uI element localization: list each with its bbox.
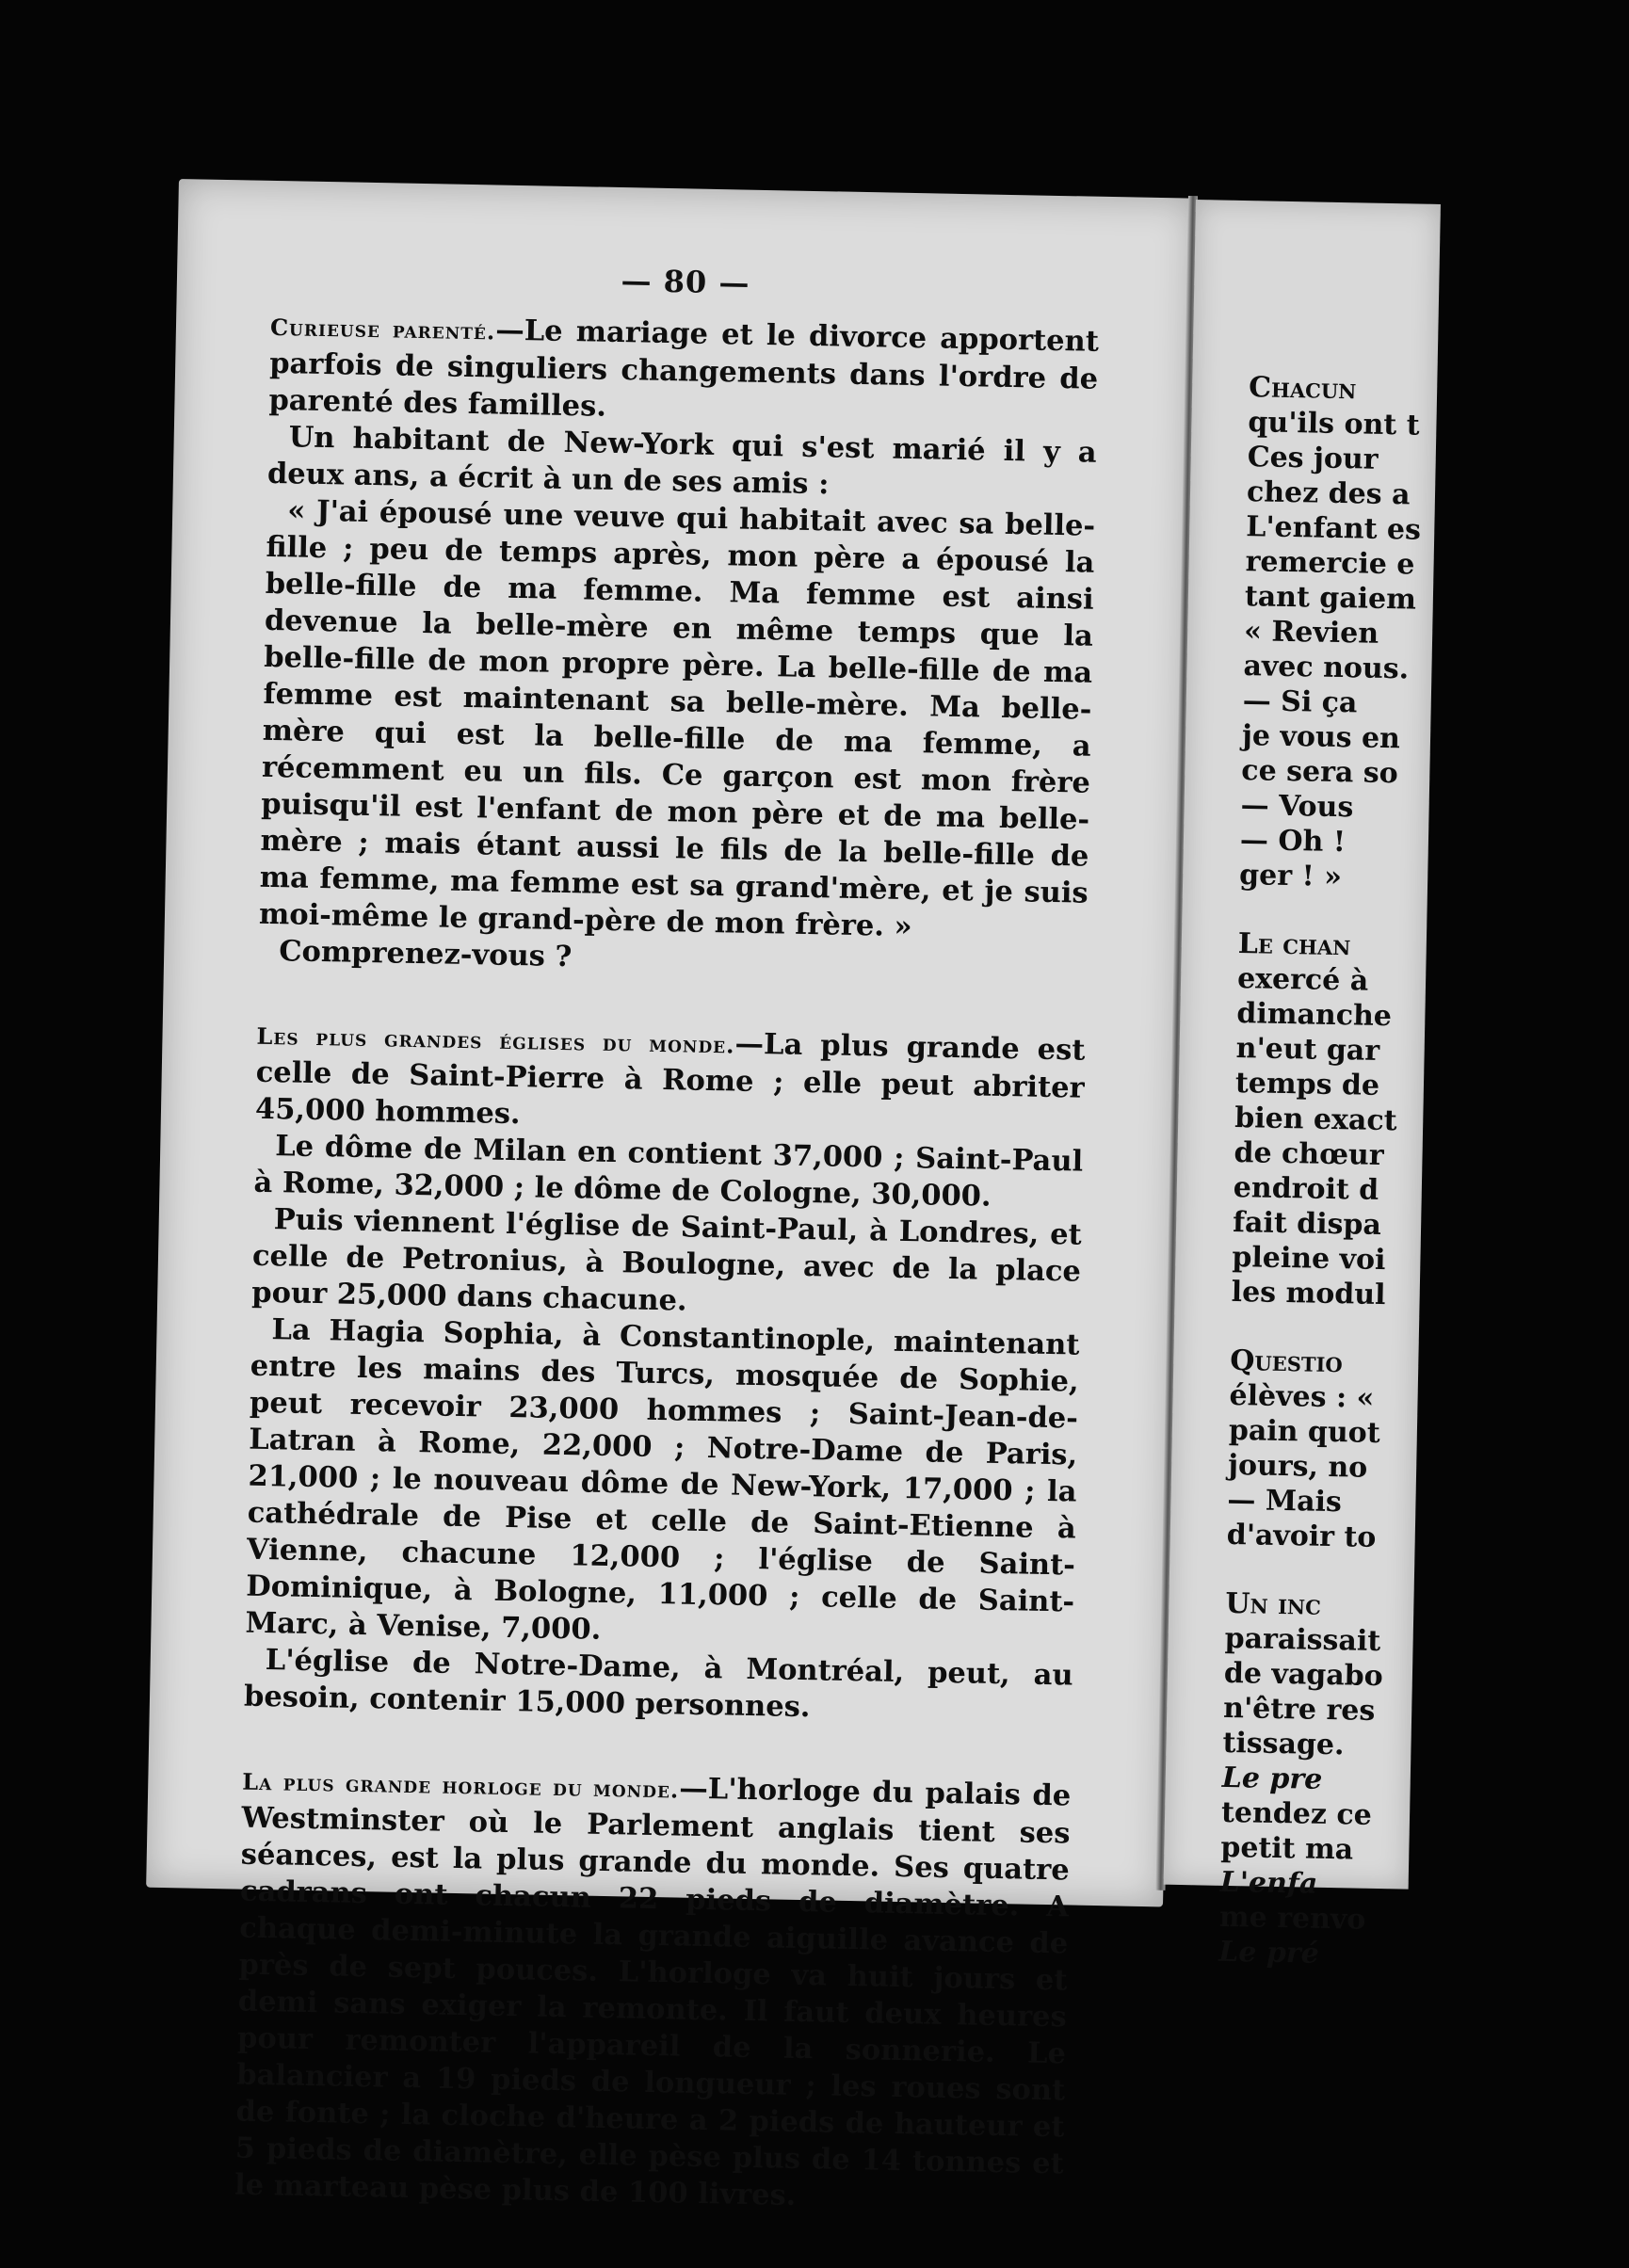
paragraph: —La plus grande est celle de Saint-Pierre à Rome ; elle peut abriter 45,000 hommes. bbox=[254, 1026, 1086, 1132]
paragraph: La Hagia Sophia, à Constantinople, maintenant entre les mains des Turcs, mosquée de Sophie, peut recevoir 23,000 hommes ; Saint-Jean-de-Latran à Rome, 22,000 ; Notre-Dame de Paris, 21,000 ; le nouveau dôme de New-York, 17,000 ; la cathédrale de Pise et celle de Saint-Etienne à Vienne, chacune 12,000 ; l'église de Saint-Dominique, à Bologne, 11,000 ; celle de Saint-Marc, à Venise, 7,000. bbox=[245, 1312, 1080, 1647]
text-line: « Revien bbox=[1243, 615, 1379, 651]
text-line: de chœur bbox=[1234, 1135, 1384, 1173]
text-line: temps de bbox=[1234, 1066, 1380, 1102]
section-heading: Les plus grandes églises du monde. bbox=[256, 1021, 735, 1059]
text-line: ce sera so bbox=[1241, 754, 1399, 791]
text-line: — Oh ! bbox=[1239, 824, 1347, 860]
text-line: — Si ça bbox=[1242, 684, 1358, 720]
text-line: dimanche bbox=[1236, 996, 1393, 1034]
paragraph: « J'ai épousé une veuve qui habitait avec sa belle-fille ; peu de temps après, mon père a épousé la belle-fille de ma femme. Ma femme est ainsi devenue la belle-mère en même temps que la belle-fille de mon propre père. La belle-fille de ma femme est maintenant sa belle-mère. Ma belle-mère qui est la belle-fille de ma femme, a récemment eu un fils. Ce garçon est mon frère puisqu'il est l'enfant de mon père et de ma belle-mère ; mais étant aussi le fils de la belle-fille de ma femme, ma femme est sa grand'mère, et je suis moi-même le grand-père de mon frère. » bbox=[258, 493, 1096, 944]
text-line: petit ma bbox=[1220, 1830, 1354, 1867]
paragraph: Comprenez-vous ? bbox=[278, 934, 573, 974]
section-heading: La plus grande horloge du monde. bbox=[242, 1767, 680, 1804]
text-line: endroit d bbox=[1233, 1170, 1379, 1207]
section-grande-horloge bbox=[234, 1762, 1072, 2220]
text-line: fait dispa bbox=[1232, 1205, 1382, 1242]
text-line: n'être res bbox=[1222, 1691, 1376, 1728]
text-line: Questio bbox=[1229, 1343, 1344, 1380]
text-line: avec nous. bbox=[1243, 650, 1410, 686]
paragraph: Puis viennent l'église de Saint-Paul, à Londres, et celle de Petronius, à Boulogne, avec de la place pour 25,000 dans chacune. bbox=[250, 1202, 1082, 1318]
section-grandes-eglises bbox=[244, 1017, 1086, 1731]
text-line: qu'ils ont t bbox=[1248, 406, 1420, 442]
text-line: tissage. bbox=[1222, 1726, 1345, 1762]
text-line: Chacun bbox=[1248, 371, 1357, 407]
text-line: de vagabo bbox=[1223, 1656, 1384, 1694]
text-line: Ces jour bbox=[1247, 441, 1379, 476]
paragraph: Un habitant de New-York qui s'est marié il y a deux ans, a écrit à un de ses amis : bbox=[266, 420, 1097, 502]
text-line: les modul bbox=[1231, 1275, 1386, 1312]
text-line: Le chan bbox=[1237, 927, 1351, 963]
text-line: ger ! » bbox=[1238, 859, 1343, 894]
left-page bbox=[146, 179, 1196, 2212]
text-line: jours, no bbox=[1227, 1448, 1368, 1485]
paragraph: —L'horloge du palais de Westminster où le Parlement anglais tient ses séances, est la plus grande du monde. Ses quatre cadrans ont chacun 22 pieds de diamètre. A chaque demi-minute la grande aiguille avance de près de sept pouces. L'horloge va huit jours et demi sans exiger la remonte. Il faut deux heures pour remonter l'appareil de la sonnerie. Le balancier a 19 pieds de longueur ; les roues sont de fonte ; la cloche d'heure a 2 pieds de hauteur et 5 pieds de diamètre, elle pèse plus de 14 tonnes et le marteau pèse plus de 100 livres. bbox=[234, 1771, 1072, 2212]
text-line: tendez ce bbox=[1220, 1795, 1373, 1832]
right-page-text bbox=[1218, 370, 1626, 1976]
text-line: Le pré bbox=[1218, 1935, 1320, 1970]
text-line: élèves : « bbox=[1229, 1378, 1375, 1415]
paragraph: Le dôme de Milan en contient 37,000 ; Saint-Paul à Rome, 32,000 ; le dôme de Cologne, 30,000. bbox=[253, 1129, 1084, 1214]
text-line: L'enfa bbox=[1219, 1865, 1318, 1901]
text-line: — Mais bbox=[1227, 1483, 1343, 1520]
page-number: — 80 — bbox=[621, 263, 750, 301]
text-line: chez des a bbox=[1246, 475, 1411, 512]
text-line: je vous en bbox=[1241, 719, 1401, 756]
text-line: pain quot bbox=[1228, 1413, 1380, 1450]
article-text bbox=[234, 308, 1099, 2267]
text-line: bien exact bbox=[1234, 1101, 1397, 1138]
text-line: me renvo bbox=[1218, 1900, 1366, 1937]
paragraph: —Le mariage et le divorce apportent parfois de singuliers changements dans l'ordre de parenté des familles. bbox=[268, 313, 1100, 424]
paragraph: L'église de Notre-Dame, à Montréal, peut, au besoin, contenir 15,000 personnes. bbox=[243, 1643, 1074, 1725]
text-line: paraissait bbox=[1224, 1621, 1381, 1659]
section-curieuse-parente bbox=[258, 308, 1099, 986]
section-heading: Curieuse parenté. bbox=[269, 313, 496, 346]
text-line: L'enfant es bbox=[1246, 510, 1422, 547]
text-line: exercé à bbox=[1236, 962, 1369, 998]
text-line: d'avoir to bbox=[1226, 1518, 1377, 1554]
text-line: pleine voi bbox=[1232, 1240, 1386, 1278]
text-line: Un inc bbox=[1225, 1586, 1322, 1622]
text-line: n'eut gar bbox=[1235, 1031, 1380, 1068]
text-line: tant gaiem bbox=[1244, 580, 1417, 617]
right-page-fragment bbox=[1164, 200, 1441, 1970]
text-line: — Vous bbox=[1240, 789, 1354, 825]
text-line: remercie e bbox=[1245, 545, 1415, 582]
text-line: Le pre bbox=[1221, 1761, 1323, 1796]
